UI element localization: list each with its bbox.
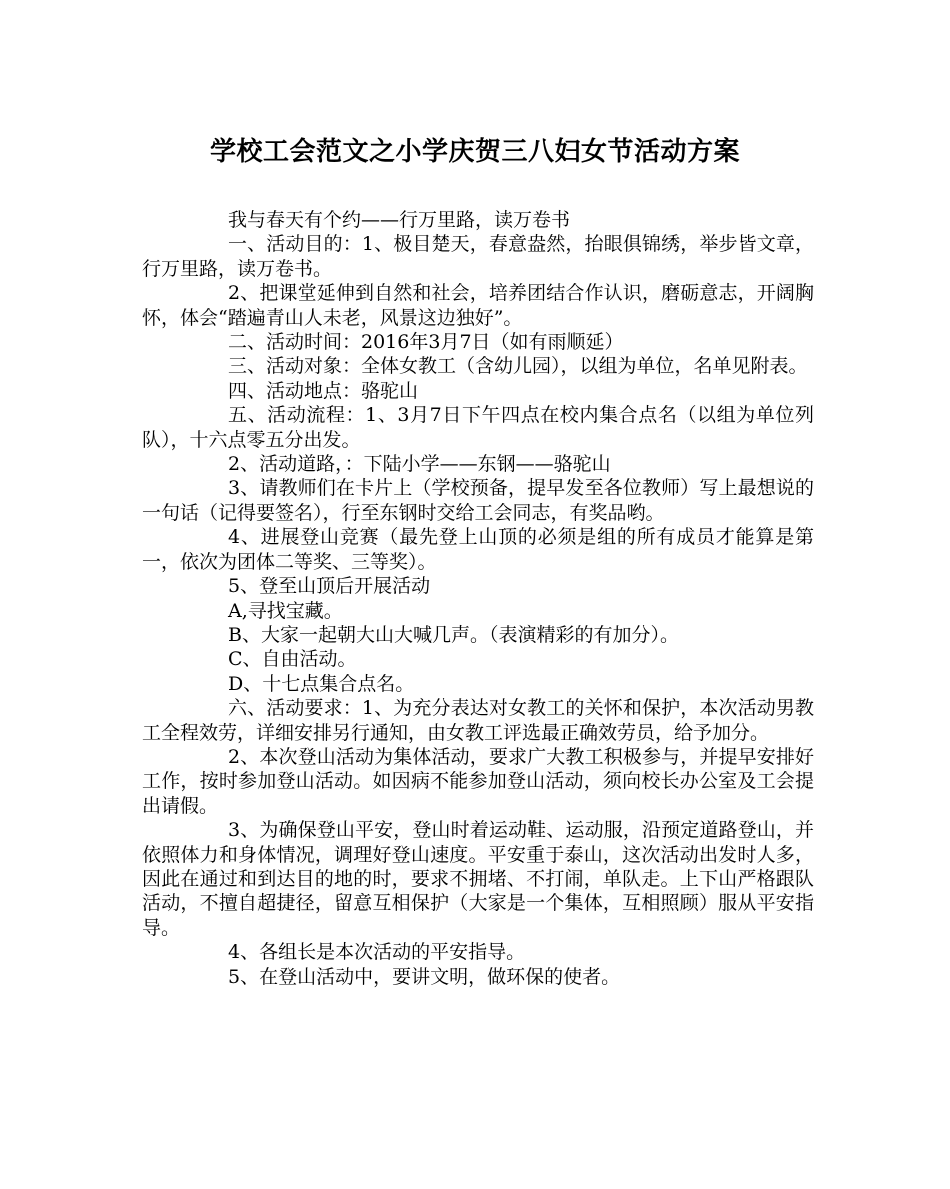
paragraph: A,寻找宝藏。 bbox=[228, 599, 343, 622]
paragraph: 2、本次登山活动为集体活动，要求广大教工积极参与，并提早安排好工作，按时参加登山活动。如因病不能参加登山活动，须向校长办公室及工会提出请假。 bbox=[142, 745, 814, 817]
paragraph: 4、各组长是本次活动的平安指导。 bbox=[228, 941, 526, 964]
paragraph: 一、活动目的：1、极目楚天，春意盎然，抬眼俱锦绣，举步皆文章，行万里路，读万卷书。 bbox=[142, 233, 814, 280]
paragraph: 五、活动流程：1、3月7日下午四点在校内集合点名（以组为单位列队），十六点零五分出发。 bbox=[142, 404, 814, 451]
paragraph: 4、进展登山竞赛（最先登上山顶的必须是组的所有成员才能算是第一，依次为团体二等奖、三等奖）。 bbox=[142, 526, 814, 573]
paragraph: 六、活动要求：1、为充分表达对女教工的关怀和保护，本次活动男教工全程效劳，详细安排另行通知，由女教工评选最正确效劳员，给予加分。 bbox=[142, 697, 814, 744]
paragraph: C、自由活动。 bbox=[228, 648, 357, 671]
paragraph: 我与春天有个约——行万里路，读万卷书 bbox=[228, 209, 571, 231]
paragraph: 5、在登山活动中，要讲文明，做环保的使者。 bbox=[228, 965, 621, 988]
paragraph: 三、活动对象：全体女教工（含幼儿园），以组为单位，名单见附表。 bbox=[228, 355, 808, 378]
paragraph: 2、把课堂延伸到自然和社会，培养团结合作认识，磨砺意志，开阔胸怀，体会“踏遍青山人未老，风景这边独好”。 bbox=[142, 282, 814, 329]
paragraph: 3、为确保登山平安，登山时着运动鞋、运动服，沿预定道路登山，并依照体力和身体情况，调理好登山速度。平安重于泰山，这次活动出发时人多，因此在通过和到达目的地的时，要求不拥堵、不打闹，单队走。上下山严格跟队活动，不擅自超捷径，留意互相保护（大家是一个集体，互相照顾）服从平安指导。 bbox=[142, 819, 814, 939]
paragraph: 二、活动时间：2016年3月7日（如有雨顺延） bbox=[228, 331, 624, 354]
paragraph: D、十七点集合点名。 bbox=[228, 672, 415, 695]
paragraph: B、大家一起朝大山大喊几声。（表演精彩的有加分）。 bbox=[228, 623, 679, 646]
document-title: 学校工会范文之小学庆贺三八妇女节活动方案 bbox=[209, 137, 740, 167]
paragraph: 5、登至山顶后开展活动 bbox=[228, 575, 431, 598]
paragraph: 四、活动地点：骆驼山 bbox=[228, 379, 419, 402]
paragraph: 3、请教师们在卡片上（学校预备，提早发至各位教师）写上最想说的一句话（记得要签名），行至东钢时交给工会同志，有奖品哟。 bbox=[142, 477, 814, 524]
document-body bbox=[142, 208, 814, 989]
paragraph: 2、活动道路，：下陆小学——东钢——骆驼山 bbox=[228, 453, 611, 476]
